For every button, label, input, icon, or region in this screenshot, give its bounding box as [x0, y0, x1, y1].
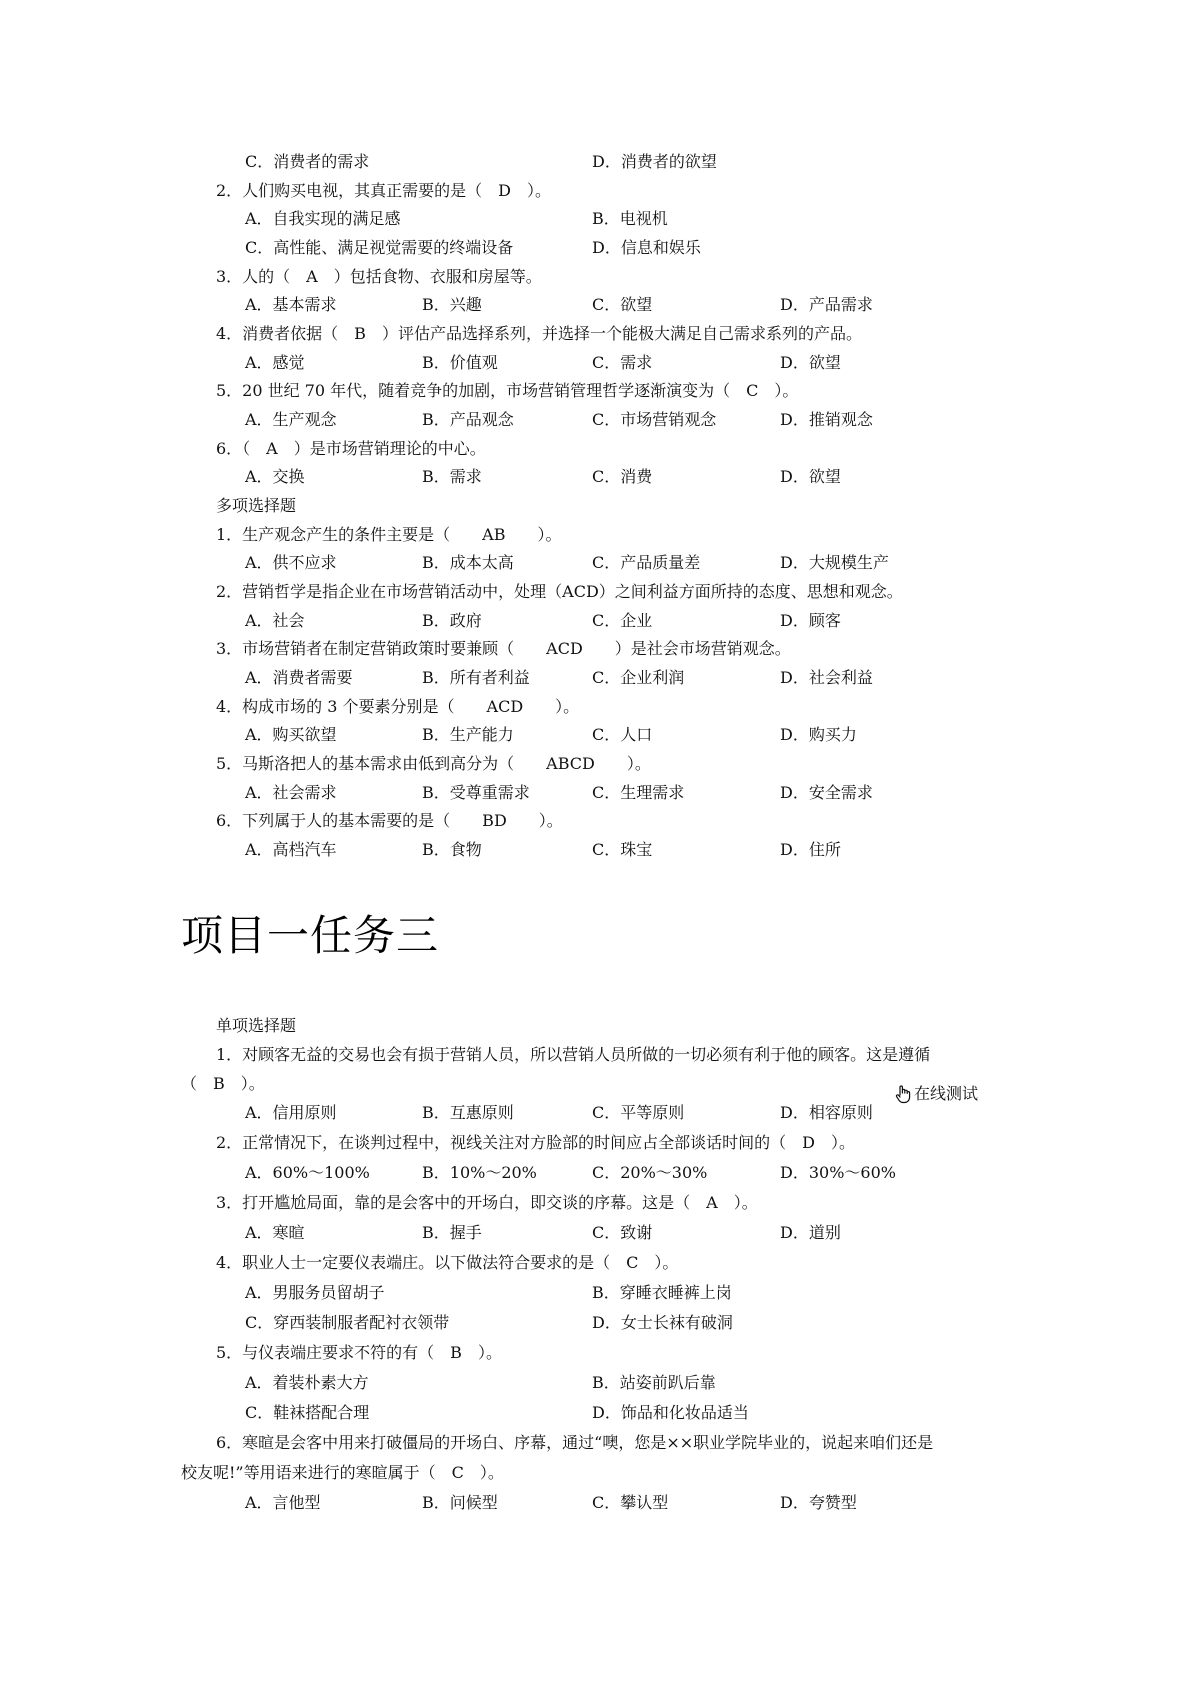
option-d: D．欲望 — [780, 467, 841, 486]
question-row — [0, 178, 1191, 204]
question-row — [0, 1190, 1191, 1216]
section-title — [0, 1013, 1191, 1039]
option-row — [0, 464, 1191, 490]
option-c: C．珠宝 — [592, 840, 653, 859]
option-c: C．人口 — [592, 725, 653, 744]
option-b: B．价值观 — [422, 353, 498, 372]
option-d: D．相容原则 — [780, 1103, 873, 1122]
option-a: A．购买欲望 — [245, 725, 337, 744]
option-c: C．致谢 — [592, 1223, 653, 1242]
option-row — [0, 722, 1191, 748]
option-row — [0, 550, 1191, 576]
option-c: C．鞋袜搭配合理 — [245, 1403, 370, 1422]
question-row — [0, 436, 1191, 462]
question-row — [0, 1042, 1191, 1068]
option-d: D．推销观念 — [780, 410, 873, 429]
option-a: A．生产观念 — [245, 410, 337, 429]
option-a: A．感觉 — [245, 353, 305, 372]
option-b: B．需求 — [422, 467, 482, 486]
option-b: B．产品观念 — [422, 410, 514, 429]
option-b: B．10%～20% — [422, 1163, 537, 1182]
option-a: A．60%～100% — [245, 1163, 370, 1182]
option-a: A．言他型 — [245, 1493, 321, 1512]
question-continuation — [0, 1071, 1191, 1097]
option-c: C．高性能、满足视觉需要的终端设备 — [245, 238, 514, 257]
option-d: D．道别 — [780, 1223, 841, 1242]
option-d: D．夸赞型 — [780, 1493, 857, 1512]
question-row — [0, 1340, 1191, 1366]
question-text: 5．马斯洛把人的基本需求由低到高分为（ ABCD ）。 — [216, 754, 651, 773]
option-d: D．饰品和化妆品适当 — [592, 1403, 749, 1422]
option-a: A．社会 — [245, 611, 305, 630]
option-d: D．欲望 — [780, 353, 841, 372]
question-text: 4．消费者依据（ B ）评估产品选择系列，并选择一个能极大满足自己需求系列的产品。 — [216, 324, 862, 343]
question-text: 1．对顾客无益的交易也会有损于营销人员，所以营销人员所做的一切必须有利于他的顾客。这是遵循 — [216, 1045, 931, 1064]
option-a: A．社会需求 — [245, 783, 337, 802]
question-row — [0, 522, 1191, 548]
question-text-continued: 校友呢!”等用语来进行的寒暄属于（ C ）。 — [181, 1463, 504, 1482]
option-b: B．食物 — [422, 840, 482, 859]
question-text: 1．生产观念产生的条件主要是（ AB ）。 — [216, 525, 562, 544]
option-c: C．消费者的需求 — [245, 152, 370, 171]
option-row — [0, 1100, 1191, 1126]
option-row — [0, 1280, 1191, 1306]
option-row — [0, 1220, 1191, 1246]
option-row — [0, 837, 1191, 863]
question-row — [0, 1130, 1191, 1156]
question-text: 3．打开尴尬局面，靠的是会客中的开场白，即交谈的序幕。这是（ A ）。 — [216, 1193, 758, 1212]
question-text: 6．寒暄是会客中用来打破僵局的开场白、序幕，通过“噢，您是××职业学院毕业的，说起来咱们还是 — [216, 1433, 934, 1452]
option-row — [0, 1310, 1191, 1336]
question-text: 6．下列属于人的基本需要的是（ BD ）。 — [216, 811, 563, 830]
option-d: D．产品需求 — [780, 295, 873, 314]
option-row — [0, 292, 1191, 318]
online-test-label[interactable]: 在线测试 — [914, 1084, 979, 1103]
single-choice-title: 单项选择题 — [216, 1016, 297, 1035]
option-row — [0, 235, 1191, 261]
option-c: C．平等原则 — [592, 1103, 685, 1122]
question-text: 2．营销哲学是指企业在市场营销活动中，处理（ACD）之间利益方面所持的态度、思想和观念。 — [216, 582, 903, 601]
question-text: 2．人们购买电视，其真正需要的是（ D ）。 — [216, 181, 552, 200]
option-c: C．企业 — [592, 611, 653, 630]
section-heading: 项目一任务三 — [181, 911, 440, 960]
option-a: A．自我实现的满足感 — [245, 209, 401, 228]
question-text: 3．人的（ A ）包括食物、衣服和房屋等。 — [216, 267, 542, 286]
question-row — [0, 808, 1191, 834]
option-a: A．交换 — [245, 467, 305, 486]
option-c: C．生理需求 — [592, 783, 685, 802]
question-row — [0, 579, 1191, 605]
option-row — [0, 350, 1191, 376]
option-c: C．产品质量差 — [592, 553, 701, 572]
question-row — [0, 321, 1191, 347]
question-row — [0, 636, 1191, 662]
option-b: B．成本太高 — [422, 553, 514, 572]
option-c: C．欲望 — [592, 295, 653, 314]
question-row — [0, 264, 1191, 290]
option-b: B．兴趣 — [422, 295, 482, 314]
option-b: B．问候型 — [422, 1493, 498, 1512]
option-a: A．男服务员留胡子 — [245, 1283, 385, 1302]
option-row — [0, 149, 1191, 175]
option-row — [0, 206, 1191, 232]
option-d: D．大规模生产 — [780, 553, 889, 572]
option-a: A．供不应求 — [245, 553, 337, 572]
question-row — [0, 751, 1191, 777]
option-a: A．消费者需要 — [245, 668, 353, 687]
option-row — [0, 1490, 1191, 1516]
option-b: B．穿睡衣睡裤上岗 — [592, 1283, 732, 1302]
option-b: B．政府 — [422, 611, 482, 630]
option-c: C．市场营销观念 — [592, 410, 717, 429]
option-b: B．握手 — [422, 1223, 482, 1242]
option-c: C．穿西装制服者配衬衣领带 — [245, 1313, 450, 1332]
option-c: C．攀认型 — [592, 1493, 669, 1512]
option-b: B．生产能力 — [422, 725, 514, 744]
question-continuation — [0, 1460, 1191, 1486]
option-d: D．顾客 — [780, 611, 841, 630]
option-c: C．企业利润 — [592, 668, 685, 687]
option-row — [0, 665, 1191, 691]
option-b: B．互惠原则 — [422, 1103, 514, 1122]
option-a: A．基本需求 — [245, 295, 337, 314]
question-text: 5．与仪表端庄要求不符的有（ B ）。 — [216, 1343, 502, 1362]
question-row — [0, 694, 1191, 720]
option-c: C．需求 — [592, 353, 653, 372]
option-d: D．30%～60% — [780, 1163, 896, 1182]
option-row — [0, 1160, 1191, 1186]
option-d: D．住所 — [780, 840, 841, 859]
question-row — [0, 1430, 1191, 1456]
multi-choice-title: 多项选择题 — [216, 496, 297, 515]
section-title — [0, 493, 1191, 519]
option-d: D．消费者的欲望 — [592, 152, 717, 171]
question-row — [0, 1250, 1191, 1276]
question-text: 4．构成市场的 3 个要素分别是（ ACD ）。 — [216, 697, 580, 716]
question-text: 4．职业人士一定要仪表端庄。以下做法符合要求的是（ C ）。 — [216, 1253, 679, 1272]
option-b: B．所有者利益 — [422, 668, 530, 687]
option-row — [0, 608, 1191, 634]
option-b: B．站姿前趴后靠 — [592, 1373, 716, 1392]
question-text: 2．正常情况下，在谈判过程中，视线关注对方脸部的时间应占全部谈话时间的（ D ）。 — [216, 1133, 856, 1152]
option-d: D．社会利益 — [780, 668, 873, 687]
question-text-continued: （ B ）。 — [181, 1074, 265, 1093]
question-text: 3．市场营销者在制定营销政策时要兼顾（ ACD ）是社会市场营销观念。 — [216, 639, 791, 658]
option-d: D．信息和娱乐 — [592, 238, 701, 257]
option-c: C．消费 — [592, 467, 653, 486]
option-row — [0, 407, 1191, 433]
question-text: 5．20 世纪 70 年代，随着竞争的加剧，市场营销管理哲学逐渐演变为（ C ）。 — [216, 381, 799, 400]
option-a: A．寒暄 — [245, 1223, 305, 1242]
option-row — [0, 1400, 1191, 1426]
option-d: D．购买力 — [780, 725, 857, 744]
option-row — [0, 1370, 1191, 1396]
option-b: B．电视机 — [592, 209, 668, 228]
question-row — [0, 378, 1191, 404]
option-d: D．安全需求 — [780, 783, 873, 802]
option-a: A．着装朴素大方 — [245, 1373, 369, 1392]
option-d: D．女士长袜有破洞 — [592, 1313, 733, 1332]
option-a: A．高档汽车 — [245, 840, 337, 859]
question-text: 6．（ A ）是市场营销理论的中心。 — [216, 439, 486, 458]
option-a: A．信用原则 — [245, 1103, 337, 1122]
option-c: C．20%～30% — [592, 1163, 708, 1182]
option-b: B．受尊重需求 — [422, 783, 530, 802]
option-row — [0, 780, 1191, 806]
